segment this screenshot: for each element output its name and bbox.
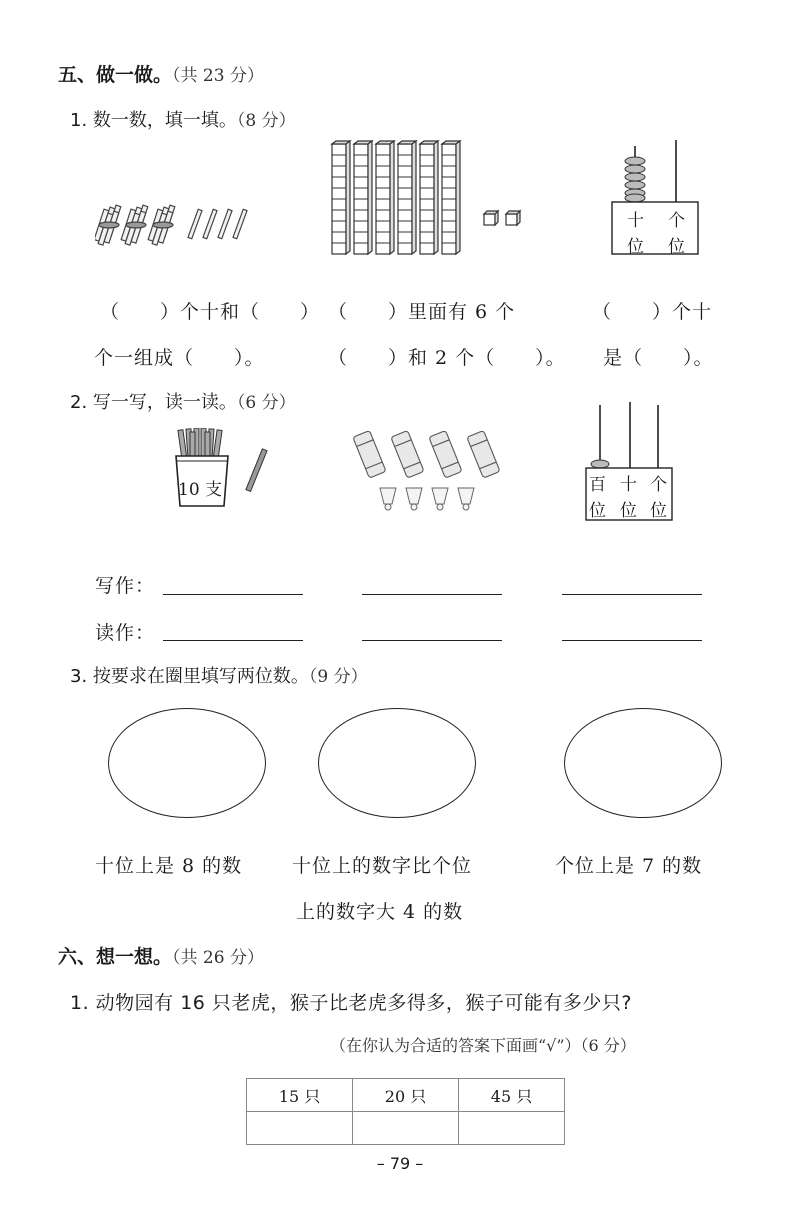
answer-oval-3[interactable] [564, 708, 722, 818]
pencil-cup-label: 10 支 [178, 480, 223, 500]
stick-bundle-3 [148, 205, 175, 245]
read-label: 读作： [95, 622, 156, 644]
stick-bundle-1 [95, 205, 121, 245]
s6-q1-title: 1. 动物园有 16 只老虎，猴子比老虎多得多，猴子可能有多少只? [70, 992, 633, 1014]
stick-bundles-image [95, 195, 255, 250]
q1-title-text: 1. 数一数，填一填。 [70, 110, 237, 131]
section6-points: （共 26 分） [172, 948, 264, 968]
check-cell-20[interactable] [353, 1112, 459, 1145]
answer-oval-1[interactable] [108, 708, 266, 818]
ten-rods [332, 141, 460, 254]
pack-4 [467, 431, 500, 479]
answer-oval-2[interactable] [318, 708, 476, 818]
options-row [247, 1079, 565, 1112]
pack-2 [391, 431, 424, 479]
q1-blank1-line2: 个一组成（ ）。 [94, 347, 265, 369]
q2-points: （6 分） [236, 393, 296, 413]
write-answer-line-1[interactable] [163, 594, 303, 595]
unit-cubes [484, 211, 520, 225]
packs-image [350, 428, 510, 514]
shuttlecocks [380, 488, 474, 510]
pack-3 [429, 431, 462, 479]
check-row [247, 1112, 565, 1145]
q2-title-text: 2. 写一写，读一读。 [70, 392, 237, 413]
pack-1 [353, 431, 386, 479]
section5-title: 五、做一做。 [58, 64, 173, 86]
q1-points: （8 分） [236, 111, 296, 131]
q3-title-text: 3. 按要求在圈里填写两位数。 [70, 666, 309, 687]
single-sticks [188, 209, 247, 239]
abacus-label-place-1: 位 [627, 237, 644, 257]
q1-blank3-line1: （ ）个十 [592, 301, 713, 323]
read-answer-line-1[interactable] [163, 640, 303, 641]
q2-title [70, 388, 296, 414]
s6-q1-note: （在你认为合适的答案下面画“√”）（6 分） [330, 1036, 636, 1055]
abacus-label-tens: 十 [627, 211, 644, 231]
section5-header [58, 60, 264, 87]
abacus-label-place-2: 位 [668, 237, 685, 257]
write-answer-line-3[interactable] [562, 594, 702, 595]
abacus-image-q1 [608, 138, 700, 256]
abacus-base [612, 202, 698, 254]
option-20: 20 只 [353, 1079, 459, 1112]
read-answer-line-2[interactable] [362, 640, 502, 641]
abacus-label-ones: 个 [668, 211, 685, 231]
q1-blank2-line1: （ ）里面有 6 个 [328, 301, 516, 323]
write-answer-line-2[interactable] [362, 594, 502, 595]
q3-title [70, 662, 368, 688]
q1-blank3-line2: 是（ ）。 [603, 347, 714, 369]
section6-header [58, 942, 264, 969]
abacus-beads [625, 157, 645, 202]
q3-condition-2-line2: 上的数字大 4 的数 [296, 901, 464, 923]
q1-blank2-line2: （ ）和 2 个（ ）。 [328, 347, 566, 369]
section5-points: （共 23 分） [172, 66, 264, 86]
abacus2-label-place-1: 位 [589, 501, 606, 521]
check-cell-15[interactable] [247, 1112, 353, 1145]
abacus-bead [591, 460, 609, 468]
single-pencil [246, 449, 267, 492]
ten-rods-image [328, 140, 528, 258]
q1-title [70, 106, 296, 132]
section6-title: 六、想一想。 [58, 946, 173, 968]
check-cell-45[interactable] [459, 1112, 565, 1145]
option-15: 15 只 [247, 1079, 353, 1112]
abacus2-label-place-2: 位 [620, 501, 637, 521]
write-label: 写作： [95, 575, 156, 597]
abacus2-label-tens: 十 [620, 475, 637, 495]
q3-condition-3: 个位上是 7 的数 [555, 855, 703, 877]
abacus2-label-ones: 个 [650, 475, 667, 495]
abacus2-label-place-3: 位 [650, 501, 667, 521]
q1-blank1-line1: （ ）个十和（ ） [100, 301, 321, 323]
q3-condition-2-line1: 十位上的数字比个位 [292, 855, 473, 877]
page-number: – 79 – [376, 1154, 424, 1173]
stick-bundle-2 [121, 205, 148, 245]
abacus2-label-hundreds: 百 [589, 475, 606, 495]
option-45: 45 只 [459, 1079, 565, 1112]
q3-points: （9 分） [308, 667, 368, 687]
q3-condition-1: 十位上是 8 的数 [95, 855, 243, 877]
answer-options-table [246, 1078, 565, 1145]
read-answer-line-3[interactable] [562, 640, 702, 641]
